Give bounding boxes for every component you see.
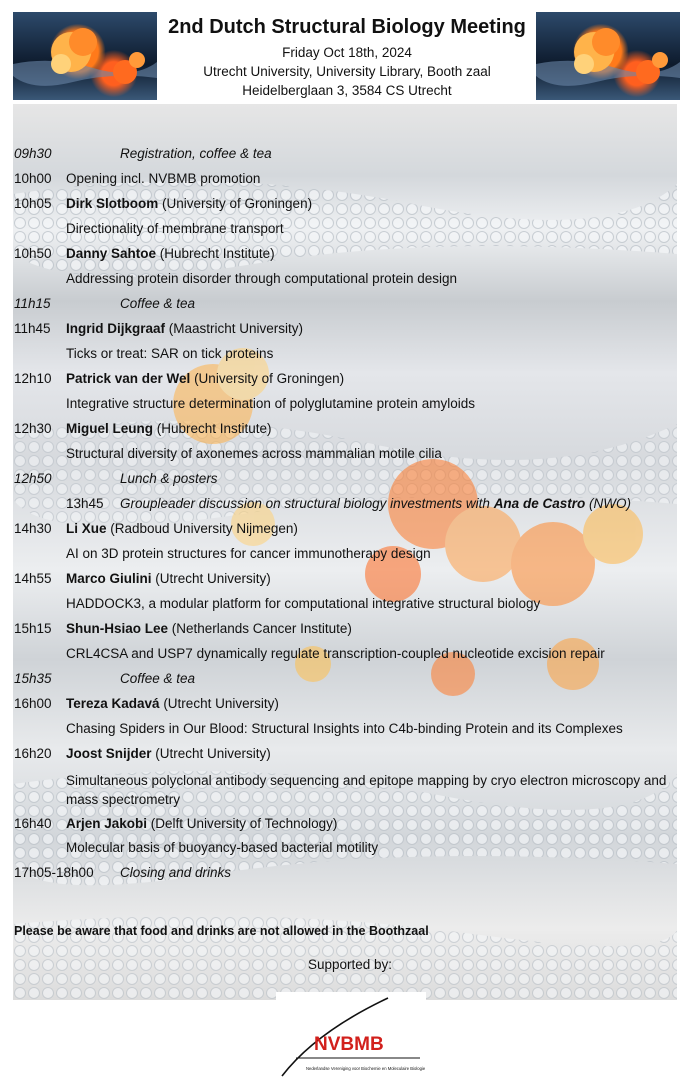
row-time: 12h50 xyxy=(14,471,52,486)
talk-title: Ticks or treat: SAR on tick proteins xyxy=(66,346,274,361)
row-desc: Lunch & posters xyxy=(120,471,218,486)
row-time: 14h30 xyxy=(14,521,52,536)
row-time: 17h05-18h00 xyxy=(14,865,94,880)
talk-title: Simultaneous polyclonal antibody sequencing and epitope mapping by cryo electron microscopy and mass spectrometry xyxy=(66,773,667,807)
page-title: 2nd Dutch Structural Biology Meeting xyxy=(168,16,526,38)
row-time: 12h30 xyxy=(14,421,52,436)
supported-by-label: Supported by: xyxy=(307,957,393,972)
speaker-affiliation: (Hubrecht Institute) xyxy=(153,421,272,436)
talk-title: Directionality of membrane transport xyxy=(66,221,284,236)
speaker-name: Ana de Castro xyxy=(493,496,586,511)
speaker-affiliation: (Radboud University Nijmegen) xyxy=(106,521,298,536)
row-desc: Registration, coffee & tea xyxy=(120,146,272,161)
speaker-affiliation: (Delft University of Technology) xyxy=(147,816,338,831)
row-desc: Opening incl. NVBMB promotion xyxy=(66,171,261,186)
row-time: 15h35 xyxy=(14,671,52,686)
row-desc: Closing and drinks xyxy=(120,865,232,880)
nvbmb-logo xyxy=(276,992,426,1080)
row-desc-suffix: (NWO) xyxy=(585,496,631,511)
speaker-name: Dirk Slotboom xyxy=(66,196,159,211)
speaker-affiliation: (Utrecht University) xyxy=(151,571,271,586)
row-time: 16h00 xyxy=(14,696,52,711)
speaker-affiliation: (Utrecht University) xyxy=(159,696,279,711)
event-venue: Utrecht University, University Library, Booth zaal xyxy=(203,64,491,79)
row-time: 11h15 xyxy=(14,296,51,311)
logo-text: NVBMB xyxy=(314,1034,384,1055)
talk-title: HADDOCK3, a modular platform for computational integrative structural biology xyxy=(66,596,541,611)
food-notice: Please be aware that food and drinks are not allowed in the Boothzaal xyxy=(14,924,429,938)
speaker-name: Shun-Hsiao Lee xyxy=(66,621,169,636)
row-desc: Coffee & tea xyxy=(120,671,196,686)
event-address: Heidelberglaan 3, 3584 CS Utrecht xyxy=(242,83,452,98)
talk-title: Chasing Spiders in Our Blood: Structural Insights into C4b-binding Protein and its Complexes xyxy=(66,721,623,736)
talk-title: Structural diversity of axonemes across mammalian motile cilia xyxy=(66,446,442,461)
header-image-left xyxy=(13,12,157,100)
talk-title: AI on 3D protein structures for cancer immunotherapy design xyxy=(66,546,431,561)
header-image-right xyxy=(536,12,680,100)
talk-title: Integrative structure determination of polyglutamine protein amyloids xyxy=(66,396,475,411)
logo-subtext: Nederlandse Vereniging voor Biochemie en Moleculaire Biologie xyxy=(306,1066,426,1071)
speaker-name: Patrick van der Wel xyxy=(66,371,191,386)
speaker-affiliation: (Maastricht University) xyxy=(165,321,304,336)
speaker-name: Joost Snijder xyxy=(66,746,152,761)
speaker-affiliation: (University of Groningen) xyxy=(190,371,345,386)
row-time: 10h00 xyxy=(14,171,52,186)
talk-title: Addressing protein disorder through computational protein design xyxy=(66,271,457,286)
speaker-affiliation: (Hubrecht Institute) xyxy=(156,246,275,261)
speaker-name: Ingrid Dijkgraaf xyxy=(66,321,166,336)
row-time: 12h10 xyxy=(14,371,52,386)
row-time: 09h30 xyxy=(14,146,52,161)
talk-title: CRL4CSA and USP7 dynamically regulate transcription-coupled nucleotide excision repair xyxy=(66,646,605,661)
speaker-name: Tereza Kadavá xyxy=(66,696,160,711)
row-time: 16h20 xyxy=(14,746,52,761)
speaker-affiliation: (University of Groningen) xyxy=(158,196,313,211)
talk-title: Molecular basis of buoyancy-based bacterial motility xyxy=(66,840,379,855)
speaker-name: Danny Sahtoe xyxy=(66,246,157,261)
row-desc: Coffee & tea xyxy=(120,296,196,311)
row-time: 11h45 xyxy=(14,321,51,336)
row-time: 10h50 xyxy=(14,246,52,261)
row-time: 15h15 xyxy=(14,621,52,636)
row-time: 10h05 xyxy=(14,196,52,211)
event-date: Friday Oct 18th, 2024 xyxy=(282,45,412,60)
row-time: 14h55 xyxy=(14,571,52,586)
row-time: 16h40 xyxy=(14,816,52,831)
speaker-affiliation: (Utrecht University) xyxy=(151,746,271,761)
speaker-affiliation: (Netherlands Cancer Institute) xyxy=(168,621,352,636)
speaker-name: Miguel Leung xyxy=(66,421,153,436)
speaker-name: Marco Giulini xyxy=(66,571,152,586)
row-time: 13h45 xyxy=(66,496,104,511)
speaker-name: Li Xue xyxy=(66,521,107,536)
speaker-name: Arjen Jakobi xyxy=(66,816,148,831)
row-desc: Groupleader discussion on structural biology investments with xyxy=(120,496,494,511)
